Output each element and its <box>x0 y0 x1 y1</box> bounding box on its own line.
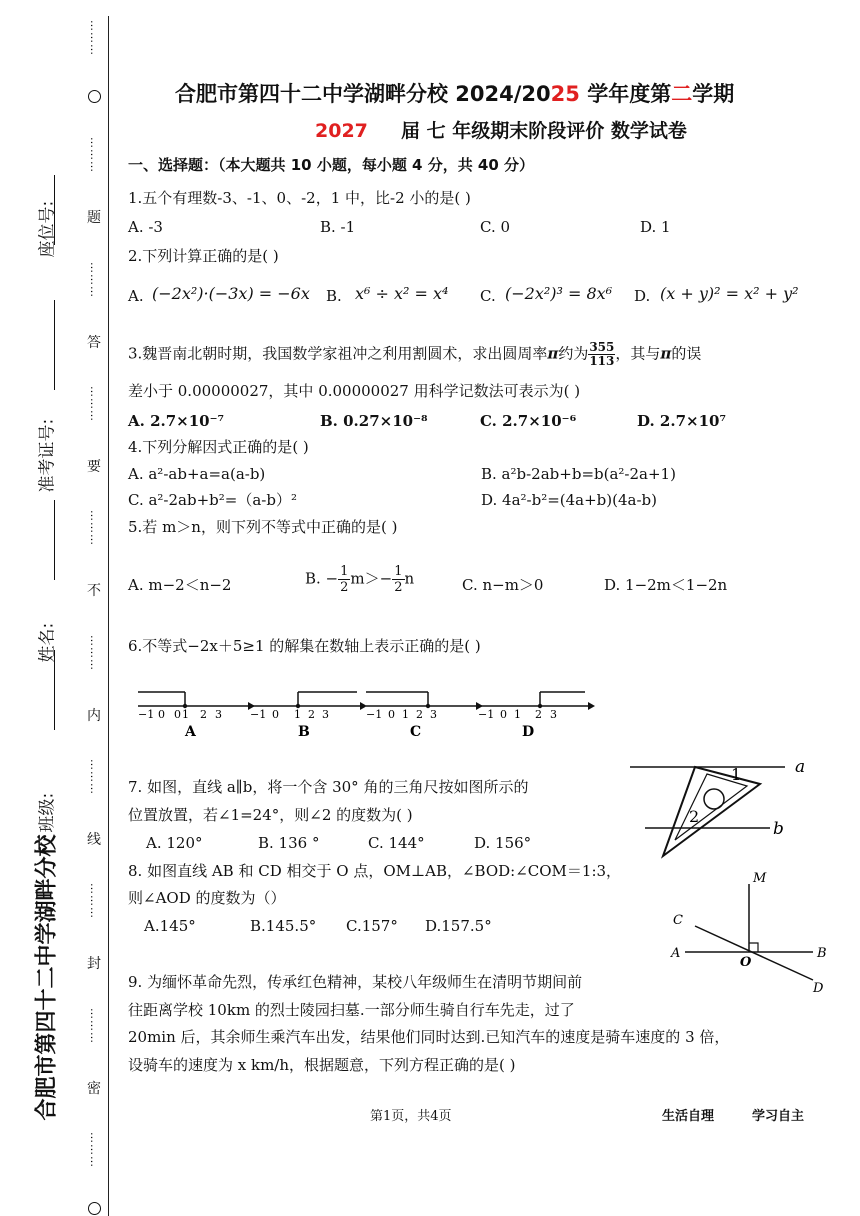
q7-option-a: A. 120° <box>146 834 203 852</box>
seal-char-5: 线 <box>87 832 101 849</box>
q7-option-b: B. 136 ° <box>258 834 320 852</box>
option-label-d: D <box>522 724 535 740</box>
tick-label: 1 <box>514 708 521 721</box>
motto-1: 生活自理 <box>662 1109 715 1124</box>
exam-id-underline <box>54 300 55 390</box>
q2-option-a-label: A. <box>128 287 144 305</box>
q4-option-b: B. a²b-2ab+b=b(a²-2a+1) <box>481 465 676 483</box>
seal-char-1: 答 <box>87 334 101 351</box>
tick-label: 1 <box>182 708 189 721</box>
tick-label: −1 <box>478 708 495 721</box>
seal-char-0: 题 <box>87 210 101 227</box>
tick-label: −1 <box>366 708 383 721</box>
q8-intersecting-lines-figure <box>665 866 840 996</box>
q3-stem-line1: 3.魏晋南北朝时期，我国数学家祖冲之利用割圆术，求出圆周率π约为 $\frac{355}{113}$ ，其与π的误 <box>128 340 702 368</box>
class-underline <box>54 650 55 730</box>
q9-stem-line4: 设骑车的速度为 x km/h，根据题意，下列方程正确的是( ) <box>128 1056 516 1074</box>
name-underline <box>54 500 55 580</box>
q3-option-c: C. 2.7×10⁻⁶ <box>480 412 577 430</box>
number-line-c <box>366 692 483 740</box>
option-label-c: C <box>410 724 422 740</box>
number-line-d <box>478 692 595 740</box>
seat-label: 座位号: <box>37 200 58 258</box>
point-c-label: C <box>673 913 683 928</box>
seal-line-column: ……… ……… 题 ……… 答 ……… 要 ……… 不 ……… 内 ……… 线 ……… 封 ……… 密 ……… <box>85 20 103 1215</box>
tick-label: 2 <box>535 708 542 721</box>
q1-stem: 1.五个有理数-3、-1、0、-2，1 中，比-2 小的是( ) <box>128 189 471 207</box>
circle-mark-icon <box>88 90 101 103</box>
seal-char-3: 不 <box>87 583 101 600</box>
tick-label: 3 <box>550 708 557 721</box>
q2-stem: 2.下列计算正确的是( ) <box>128 247 279 265</box>
tick-label: 2 <box>200 708 207 721</box>
q2-option-d-label: D. <box>634 287 651 305</box>
tick-label: 1 <box>402 708 409 721</box>
q4-stem: 4.下列分解因式正确的是( ) <box>128 438 309 456</box>
tick-label: −1 <box>138 708 155 721</box>
q7-stem-line1: 7. 如图，直线 a∥b，将一个含 30° 角的三角尺按如图所示的 <box>128 778 529 796</box>
q8-option-c: C.157° <box>346 917 398 935</box>
seal-char-4: 内 <box>87 707 101 724</box>
point-d-label: D <box>813 981 824 996</box>
q8-stem-line2: 则∠AOD 的度数为（） <box>128 889 286 907</box>
q4-option-a: A. a²-ab+a=a(a-b) <box>128 465 266 483</box>
line-a-label: a <box>795 757 806 777</box>
q2-option-b-label: B. <box>326 287 342 305</box>
section-heading-choice: 一、选择题：（本大题共 10 小题，每小题 4 分，共 40 分） <box>128 156 535 174</box>
q2-option-c-label: C. <box>480 287 496 305</box>
q6-stem: 6.不等式−2x＋5≥1 的解集在数轴上表示正确的是( ) <box>128 637 481 655</box>
point-b-label: B <box>817 946 827 961</box>
name-label: 姓名: <box>37 622 58 663</box>
exam-title-line1: 合肥市第四十二中学湖畔分校 2024/2025 学年度第二学期 <box>175 82 735 106</box>
seat-underline <box>54 175 55 245</box>
tick-label: 0 <box>388 708 395 721</box>
q4-option-c: C. a²-2ab+b²=（a-b）² <box>128 491 297 509</box>
tick-label: 0 <box>158 708 165 721</box>
class-label: 班级: <box>37 792 58 833</box>
q7-option-d: D. 156° <box>474 834 532 852</box>
q2-option-c-expr: (−2x²)³ = 8x⁶ <box>505 284 613 303</box>
q3-option-a: A. 2.7×10⁻⁷ <box>128 412 225 430</box>
q9-stem-line2: 往距离学校 10km 的烈士陵园扫墓.一部分师生骑自行车先走，过了 <box>128 1001 575 1019</box>
q7-parallel-lines-figure <box>625 752 825 862</box>
q1-option-a: A. -3 <box>128 218 163 236</box>
q5-option-c: C. n−m＞0 <box>462 576 544 594</box>
tick-label: 1 <box>294 708 301 721</box>
q2-option-a-expr: (−2x²)·(−3x) = −6x <box>152 284 310 303</box>
circle-mark-bottom-icon <box>88 1202 101 1215</box>
point-a-label: A <box>671 946 681 961</box>
tick-label: 2 <box>308 708 315 721</box>
tick-label: 0 <box>500 708 507 721</box>
q9-stem-line3: 20min 后，其余师生乘汽车出发，结果他们同时达到.已知汽车的速度是骑车速度的 3 倍， <box>128 1028 730 1046</box>
tick-label: −1 <box>250 708 267 721</box>
tick-label: 0 <box>174 708 181 721</box>
q8-option-a: A.145° <box>144 917 196 935</box>
q2-option-b-expr: x⁶ ÷ x² = x⁴ <box>355 284 449 303</box>
q1-option-c: C. 0 <box>480 218 511 236</box>
seal-char-2: 要 <box>87 459 101 476</box>
exam-id-label: 准考证号: <box>37 418 58 493</box>
angle-1-label: 1 <box>731 765 742 784</box>
tick-label: 3 <box>322 708 329 721</box>
q1-option-b: B. -1 <box>320 218 356 236</box>
point-m-label: M <box>753 871 767 886</box>
q8-option-d: D.157.5° <box>425 917 492 935</box>
line-b-label: b <box>773 819 784 839</box>
angle-2-label: 2 <box>689 807 700 826</box>
tick-label: 3 <box>215 708 222 721</box>
q5-option-b: B. − $\frac{1}{2}$ m＞− $\frac{1}{2}$ n <box>305 564 415 595</box>
q5-option-d: D. 1−2m＜1−2n <box>604 576 728 594</box>
q7-option-c: C. 144° <box>368 834 425 852</box>
q7-stem-line2: 位置放置，若∠1=24°，则∠2 的度数为( ) <box>128 806 413 824</box>
q2-option-d-expr: (x + y)² = x² + y² <box>660 284 799 303</box>
option-label-a: A <box>185 724 196 740</box>
page-number: 第1页，共4页 <box>370 1109 452 1124</box>
point-o-label: O <box>740 955 752 970</box>
q3-fraction: $\frac{355}{113}$ <box>589 340 615 368</box>
q5-option-a: A. m−2＜n−2 <box>128 576 232 594</box>
school-name: 合肥市第四十二中学湖畔分校 <box>34 834 60 1121</box>
seal-char-6: 封 <box>87 956 101 973</box>
option-label-b: B <box>298 724 310 740</box>
q3-option-d: D. 2.7×10⁷ <box>637 412 727 430</box>
q8-stem-line1: 8. 如图直线 AB 和 CD 相交于 O 点，OM⊥AB，∠BOD:∠COM＝1:3， <box>128 862 622 880</box>
q1-option-d: D. 1 <box>640 218 671 236</box>
q3-option-b: B. 0.27×10⁻⁸ <box>320 412 428 430</box>
q9-stem-line1: 9. 为缅怀革命先烈，传承红色精神，某校八年级师生在清明节期间前 <box>128 973 583 991</box>
binding-line <box>108 16 109 1216</box>
tick-label: 3 <box>430 708 437 721</box>
q4-option-d: D. 4a²-b²=(4a+b)(4a-b) <box>481 491 658 509</box>
q8-option-b: B.145.5° <box>250 917 317 935</box>
tick-label: 2 <box>416 708 423 721</box>
exam-title-line2: 2027 届 七 年级期末阶段评价 数学试卷 <box>315 120 687 142</box>
motto-2: 学习自主 <box>752 1109 805 1124</box>
number-line-a <box>138 692 255 740</box>
q6-number-lines-figure <box>130 682 600 742</box>
seal-char-7: 密 <box>87 1080 101 1097</box>
q5-stem: 5.若 m＞n，则下列不等式中正确的是( ) <box>128 518 398 536</box>
number-line-b <box>250 692 367 740</box>
q3-stem-line2: 差小于 0.00000027，其中 0.00000027 用科学记数法可表示为( ) <box>128 382 581 400</box>
tick-label: 0 <box>272 708 279 721</box>
